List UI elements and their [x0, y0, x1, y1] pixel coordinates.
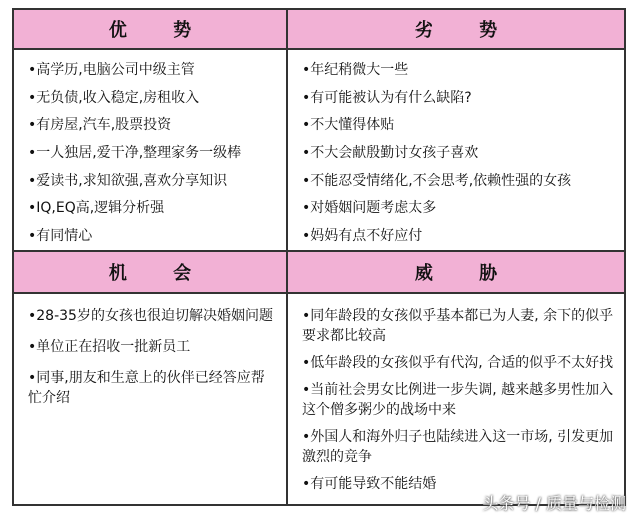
- list-item: •有可能被认为有什么缺陷?: [302, 89, 472, 106]
- list-item: •有可能导致不能结婚: [302, 476, 437, 492]
- list-item: •单位正在招收一批新员工: [28, 339, 191, 355]
- list-item: •同事,朋友和生意上的伙伴已经答应帮忙介绍: [28, 370, 265, 406]
- weaknesses-list: [288, 50, 624, 246]
- list-item: •不能忍受情绪化,不会思考,依赖性强的女孩: [302, 172, 572, 189]
- list-item: •有同情心: [28, 228, 93, 245]
- threats-title: 威 胁: [288, 252, 624, 294]
- list-item: •爱读书,求知欲强,喜欢分享知识: [28, 172, 228, 189]
- list-item: •外国人和海外归子也陆续进入这一市场, 引发更加激烈的竞争: [302, 429, 614, 465]
- opportunities-list: [14, 294, 286, 408]
- strengths-quadrant: [14, 10, 288, 250]
- weaknesses-quadrant: [288, 10, 624, 250]
- opportunities-quadrant: [14, 250, 288, 504]
- strengths-list: [14, 50, 286, 246]
- list-item: •对婚姻问题考虑太多: [302, 200, 437, 217]
- list-item: •妈妈有点不好应付: [302, 228, 423, 245]
- list-item: •同年龄段的女孩似乎基本都已为人妻, 余下的似乎要求都比较高: [302, 308, 614, 344]
- strengths-title: 优 势: [14, 10, 286, 50]
- list-item: •无负债,收入稳定,房租收入: [28, 89, 200, 106]
- list-item: •IQ,EQ高,逻辑分析强: [28, 200, 165, 217]
- list-item: •当前社会男女比例进一步失调, 越来越多男性加入这个僧多粥少的战场中来: [302, 382, 614, 418]
- watermark: 头条号 / 质量与检测: [482, 494, 626, 513]
- list-item: •28-35岁的女孩也很迫切解决婚姻问题: [28, 308, 273, 324]
- list-item: •一人独居,爱干净,整理家务一级棒: [28, 145, 242, 162]
- list-item: •有房屋,汽车,股票投资: [28, 117, 172, 134]
- swot-grid: [12, 8, 626, 506]
- weaknesses-title: 劣 势: [288, 10, 624, 50]
- list-item: •高学历,电脑公司中级主管: [28, 62, 195, 78]
- threats-quadrant: [288, 250, 624, 504]
- list-item: •不大会献殷勤讨女孩子喜欢: [302, 145, 479, 162]
- threats-list: [288, 294, 624, 494]
- list-item: •不大懂得体贴: [302, 117, 395, 134]
- list-item: •年纪稍微大一些: [302, 62, 409, 78]
- list-item: •低年龄段的女孩似乎有代沟, 合适的似乎不太好找: [302, 355, 614, 371]
- opportunities-title: 机 会: [14, 252, 286, 294]
